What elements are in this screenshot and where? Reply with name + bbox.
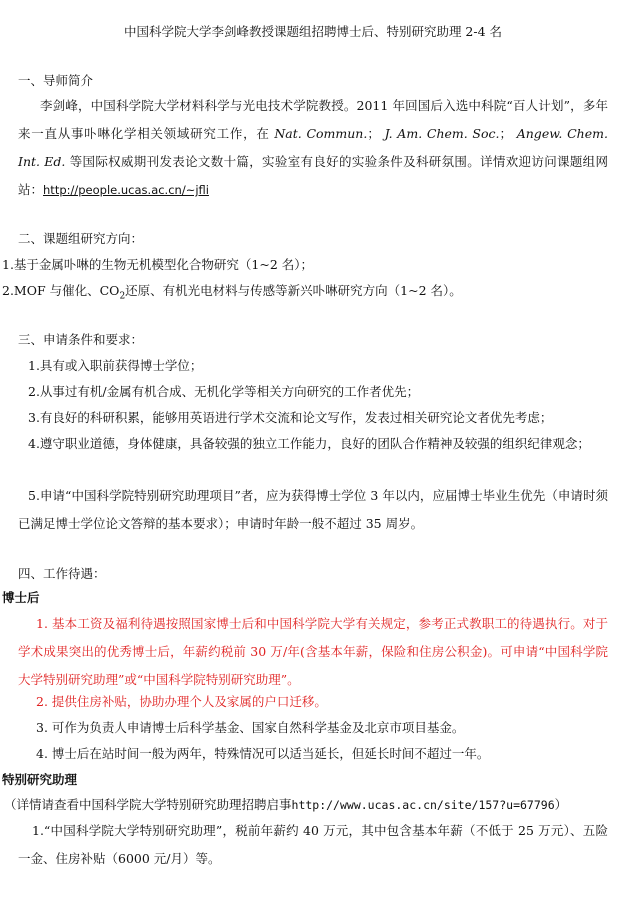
requirement-item-2: 2.从事过有机/金属有机合成、无机化学等相关方向研究的工作者优先； [28,384,420,399]
section-heading-benefits: 四、工作待遇： [18,566,106,581]
research-item-1: 1.基于金属卟啉的生物无机模型化合物研究（1~2 名）； [2,257,314,272]
postdoc-benefit-1: 1. 基本工资及福利待遇按照国家博士后和中国科学院大学有关规定，参考正式教职工的待遇执行。对于学术成果突出的优秀博士后，年薪约税前 30 万/年(含基本年薪，保险和住房公积金)。可申请“中国科学院大学特别研究助理”或“中国科学院特别研究助理”。 [18,616,608,687]
advisor-intro-paragraph [18,92,608,204]
page-title: 中国科学院大学李剑峰教授课题组招聘博士后、特别研究助理 2-4 名 [123,24,503,39]
postdoc-benefit-3: 3. 可作为负责人申请博士后科学基金、国家自然科学基金及北京市项目基金。 [36,720,465,735]
research-item-2-part-b: 还原、有机光电材料与传感等新兴卟啉研究方向（1~2 名）。 [125,283,462,298]
research-item-2-part-a: 2.MOF 与催化、CO [2,283,120,298]
section-heading-requirements: 三、申请条件和要求： [18,332,144,347]
special-ra-item-1: 1.“中国科学院大学特别研究助理”，税前年薪约 40 万元，其中包含基本年薪（不低于 25 万元）、五险一金、住房补贴（6000 元/月）等。 [18,823,608,866]
requirement-item-4: 4.遵守职业道德，身体健康，具备较强的独立工作能力，良好的团队合作精神及较强的组织纪律观念； [28,436,590,451]
postdoc-benefit-4: 4. 博士后在站时间一般为两年，特殊情况可以适当延长，但延长时间不超过一年。 [36,746,490,761]
advisor-intro-text-1: 李剑峰，中国科学院大学材料科学与光电技术学院教授。2011 年回国后入选中科院“百人计划”，多年来一直从事卟啉化学相关领域研究工作，在 [18,98,608,141]
special-ra-note [4,796,567,814]
advisor-intro-text-2: 等国际权威期刊发表论文数十篇，实验室有良好的实验条件及科研氛围。详情欢迎访问课题组网站： [18,154,608,197]
special-ra-heading: 特别研究助理 [2,772,78,787]
section-heading-advisor: 一、导师简介 [18,73,94,88]
journal-angew: Angew. Chem. Int. Ed. [18,126,608,169]
special-ra-note-close: ） [554,797,568,812]
co2-subscript: 2 [119,291,126,302]
postdoc-heading: 博士后 [2,590,40,605]
separator: ； [499,126,513,141]
requirement-item-1: 1.具有或入职前获得博士学位； [28,358,203,373]
ucas-recruitment-link[interactable]: http://www.ucas.ac.cn/site/157?u=67796 [291,798,555,812]
special-ra-note-text: （详情请查看中国科学院大学特别研究助理招聘启事 [4,797,292,812]
group-website-link[interactable]: http://people.ucas.ac.cn/~jfli [43,183,209,197]
journal-jacs: J. Am. Chem. Soc. [384,126,500,141]
requirement-item-3: 3.有良好的科研积累，能够用英语进行学术交流和论文写作，发表过相关研究论文者优先考虑； [28,410,553,425]
section-heading-research: 二、课题组研究方向： [18,231,144,246]
postdoc-benefit-2: 2. 提供住房补贴，协助办理个人及家属的户口迁移。 [36,694,327,709]
separator: ； [367,126,380,141]
research-item-2 [2,282,462,306]
journal-nat-commun: Nat. Commun. [274,126,368,141]
requirement-item-5: 5.申请“中国科学院特别研究助理项目”者，应为获得博士学位 3 年以内，应届博士毕业生优先（申请时须已满足博士学位论文答辩的基本要求）；申请时年龄一般不超过 35 周岁。 [18,488,608,531]
